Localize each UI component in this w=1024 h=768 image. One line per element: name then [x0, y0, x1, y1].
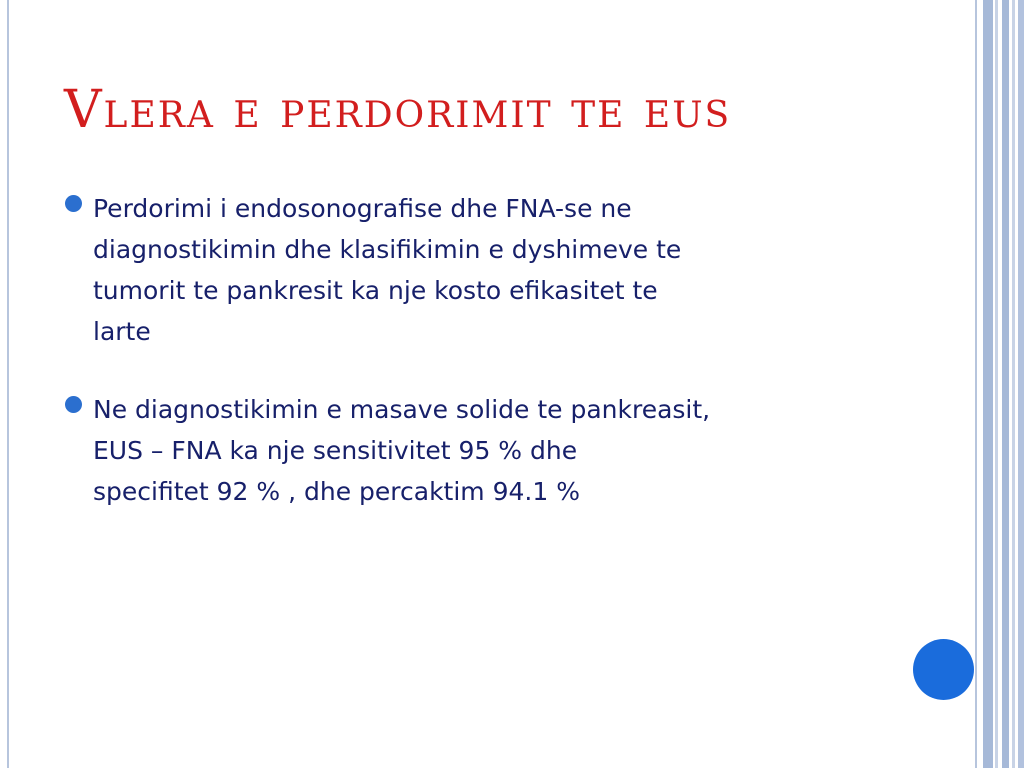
bullet-item [64, 188, 864, 352]
right-border-stripe [975, 0, 977, 768]
bullet-text-line: specifitet 92 % , dhe percaktim 94.1 % [93, 477, 580, 506]
bullet-text-line: Perdorimi i endosonografise dhe FNA-se ne [93, 194, 632, 223]
bullet-item [64, 389, 864, 512]
bullet-list [64, 188, 864, 549]
bullet-text-line: larte [93, 317, 151, 346]
bullet-dot-icon [65, 396, 82, 413]
bullet-dot-icon [65, 195, 82, 212]
right-border-stripe [1012, 0, 1015, 768]
bullet-text-line: diagnostikimin dhe klasifikimin e dyshimeve te [93, 235, 682, 264]
right-border-stripe [983, 0, 993, 768]
right-border-stripe [995, 0, 998, 768]
right-border-stripe [1018, 0, 1024, 768]
slide-title: Vlera e perdorimit te eus [64, 80, 732, 140]
bullet-text-line: tumorit te pankresit ka nje kosto efikasitet te [93, 276, 658, 305]
bullet-text-line: Ne diagnostikimin e masave solide te pankreasit, [93, 395, 711, 424]
right-border-stripe [1002, 0, 1009, 768]
decorative-circle [913, 639, 974, 700]
bullet-text-line: EUS – FNA ka nje sensitivitet 95 % dhe [93, 436, 578, 465]
left-border [7, 0, 9, 768]
